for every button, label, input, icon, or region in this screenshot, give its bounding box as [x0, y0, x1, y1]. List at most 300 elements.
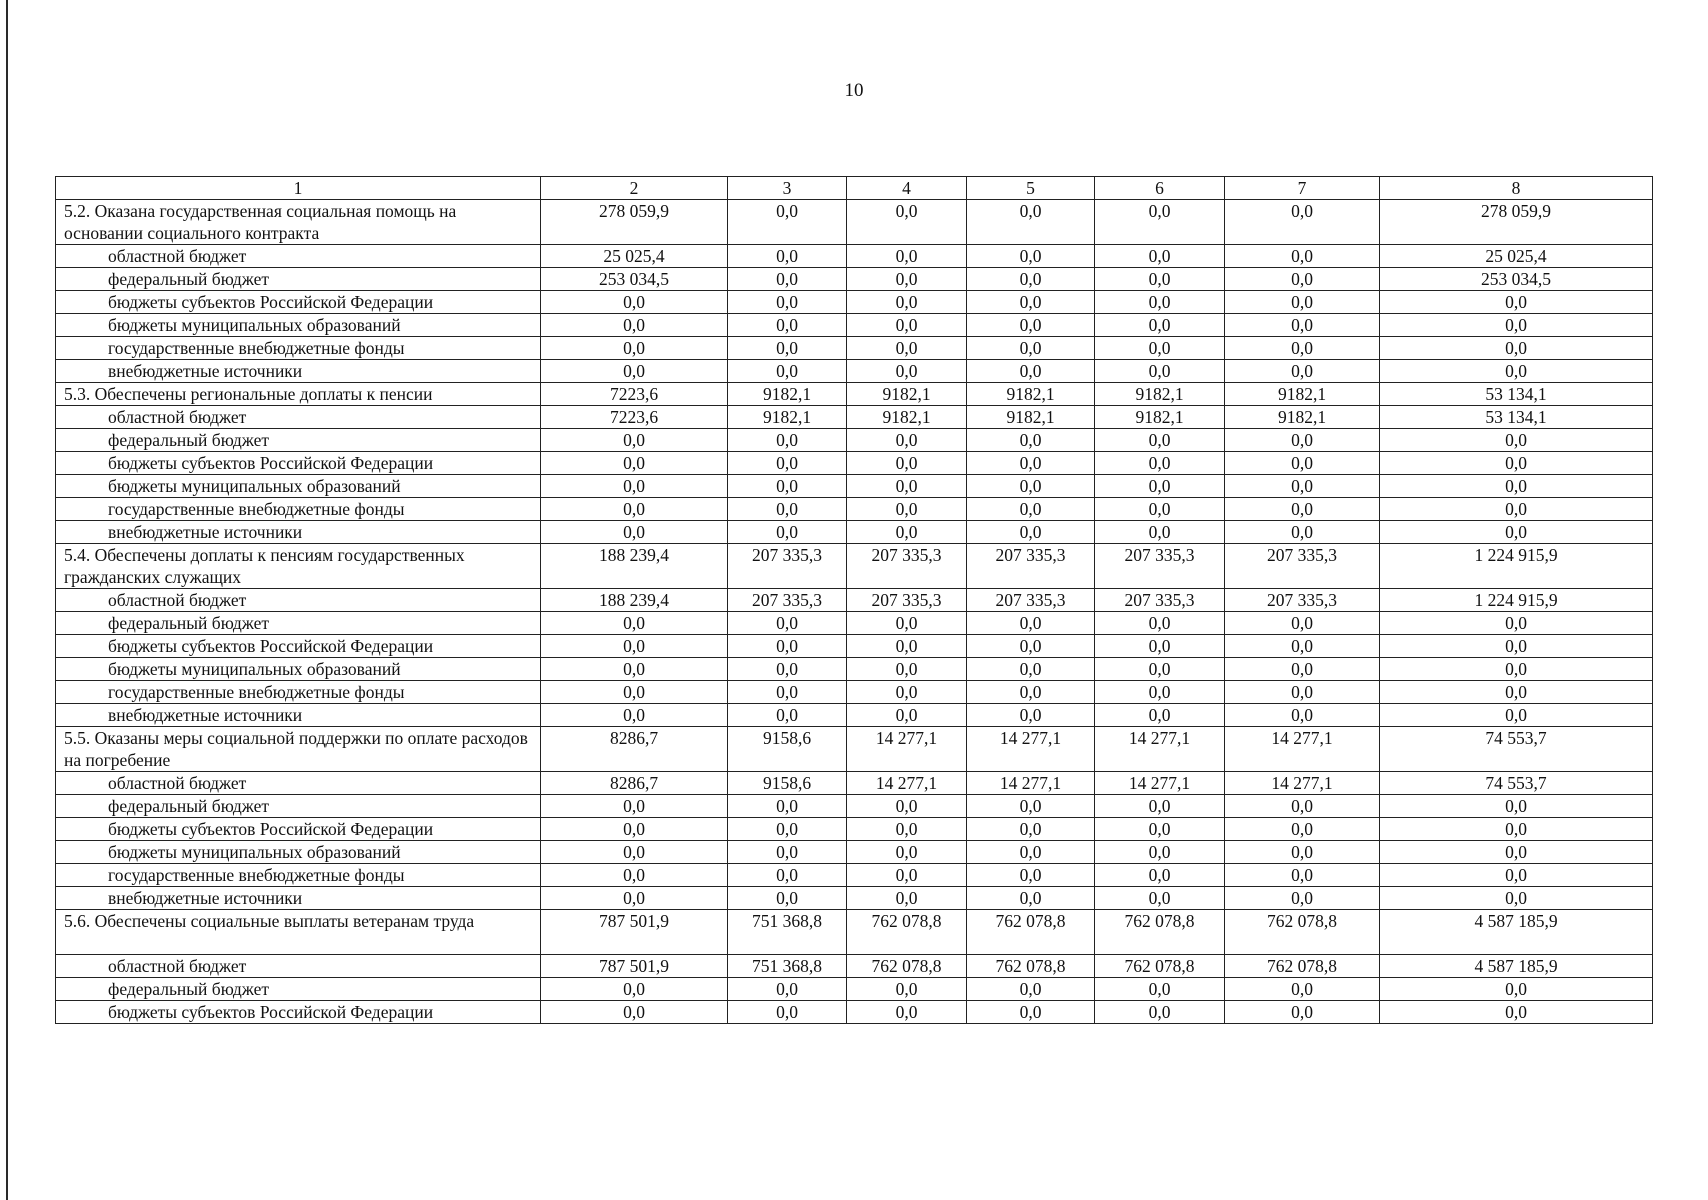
value-cell: 9182,1 [1225, 406, 1380, 429]
value-cell: 0,0 [1095, 1001, 1225, 1024]
value-cell: 25 025,4 [541, 245, 728, 268]
section-row [56, 727, 1653, 772]
value-cell: 0,0 [847, 360, 967, 383]
value-cell: 0,0 [847, 887, 967, 910]
value-cell: 0,0 [967, 978, 1095, 1001]
value-cell: 207 335,3 [847, 544, 967, 589]
value-cell: 762 078,8 [967, 955, 1095, 978]
value-cell: 0,0 [1225, 268, 1380, 291]
value-cell: 0,0 [728, 978, 847, 1001]
funding-source-label: государственные внебюджетные фонды [56, 498, 541, 521]
value-cell: 0,0 [847, 635, 967, 658]
value-cell: 0,0 [847, 704, 967, 727]
value-cell: 0,0 [1095, 291, 1225, 314]
value-cell: 0,0 [728, 795, 847, 818]
value-cell: 0,0 [1225, 864, 1380, 887]
value-cell: 0,0 [1095, 521, 1225, 544]
value-cell: 0,0 [1095, 337, 1225, 360]
funding-source-label: внебюджетные источники [56, 887, 541, 910]
value-cell: 0,0 [847, 314, 967, 337]
source-row [56, 1001, 1653, 1024]
value-cell: 0,0 [728, 498, 847, 521]
section-row [56, 910, 1653, 955]
value-cell: 0,0 [967, 245, 1095, 268]
value-cell: 0,0 [847, 475, 967, 498]
value-cell: 0,0 [847, 841, 967, 864]
value-cell: 0,0 [967, 612, 1095, 635]
source-row [56, 337, 1653, 360]
total-cell: 0,0 [1380, 864, 1653, 887]
funding-source-label: областной бюджет [56, 589, 541, 612]
value-cell: 0,0 [967, 337, 1095, 360]
total-cell: 0,0 [1380, 498, 1653, 521]
value-cell: 0,0 [541, 475, 728, 498]
value-cell: 9158,6 [728, 727, 847, 772]
value-cell: 0,0 [1095, 360, 1225, 383]
value-cell: 207 335,3 [1095, 589, 1225, 612]
value-cell: 9182,1 [967, 383, 1095, 406]
value-cell: 8286,7 [541, 727, 728, 772]
value-cell: 0,0 [1095, 795, 1225, 818]
value-cell: 0,0 [728, 200, 847, 245]
value-cell: 0,0 [541, 521, 728, 544]
value-cell: 207 335,3 [967, 589, 1095, 612]
value-cell: 0,0 [541, 887, 728, 910]
total-cell: 0,0 [1380, 887, 1653, 910]
source-row [56, 795, 1653, 818]
value-cell: 0,0 [1095, 245, 1225, 268]
value-cell: 278 059,9 [541, 200, 728, 245]
value-cell: 8286,7 [541, 772, 728, 795]
value-cell: 0,0 [967, 452, 1095, 475]
value-cell: 0,0 [1095, 452, 1225, 475]
value-cell: 0,0 [1095, 818, 1225, 841]
value-cell: 188 239,4 [541, 544, 728, 589]
value-cell: 253 034,5 [541, 268, 728, 291]
source-row [56, 521, 1653, 544]
source-row [56, 245, 1653, 268]
value-cell: 0,0 [1225, 841, 1380, 864]
funding-source-label: бюджеты муниципальных образований [56, 658, 541, 681]
value-cell: 0,0 [1095, 658, 1225, 681]
column-header: 1 [56, 177, 541, 200]
section-label: 5.3. Обеспечены региональные доплаты к пенсии [56, 383, 541, 406]
value-cell: 0,0 [728, 658, 847, 681]
value-cell: 0,0 [541, 452, 728, 475]
total-cell: 0,0 [1380, 475, 1653, 498]
value-cell: 0,0 [541, 818, 728, 841]
column-header: 5 [967, 177, 1095, 200]
value-cell: 0,0 [728, 452, 847, 475]
value-cell: 0,0 [847, 818, 967, 841]
scan-edge-line [6, 0, 8, 1200]
value-cell: 0,0 [728, 681, 847, 704]
total-cell: 0,0 [1380, 360, 1653, 383]
value-cell: 9182,1 [847, 383, 967, 406]
value-cell: 0,0 [541, 635, 728, 658]
value-cell: 0,0 [847, 268, 967, 291]
total-cell: 1 224 915,9 [1380, 589, 1653, 612]
source-row [56, 772, 1653, 795]
column-header: 8 [1380, 177, 1653, 200]
value-cell: 0,0 [541, 1001, 728, 1024]
value-cell: 0,0 [1225, 200, 1380, 245]
total-cell: 1 224 915,9 [1380, 544, 1653, 589]
value-cell: 0,0 [967, 200, 1095, 245]
source-row [56, 498, 1653, 521]
value-cell: 762 078,8 [1095, 955, 1225, 978]
value-cell: 0,0 [541, 704, 728, 727]
value-cell: 0,0 [1225, 291, 1380, 314]
value-cell: 0,0 [728, 612, 847, 635]
total-cell: 253 034,5 [1380, 268, 1653, 291]
value-cell: 0,0 [967, 681, 1095, 704]
total-cell: 0,0 [1380, 291, 1653, 314]
total-cell: 53 134,1 [1380, 406, 1653, 429]
value-cell: 7223,6 [541, 406, 728, 429]
source-row [56, 704, 1653, 727]
funding-source-label: федеральный бюджет [56, 268, 541, 291]
value-cell: 188 239,4 [541, 589, 728, 612]
total-cell: 74 553,7 [1380, 772, 1653, 795]
funding-source-label: областной бюджет [56, 245, 541, 268]
value-cell: 0,0 [1225, 681, 1380, 704]
value-cell: 0,0 [967, 360, 1095, 383]
value-cell: 0,0 [1095, 612, 1225, 635]
value-cell: 0,0 [1225, 360, 1380, 383]
value-cell: 0,0 [967, 429, 1095, 452]
value-cell: 0,0 [1095, 704, 1225, 727]
total-cell: 25 025,4 [1380, 245, 1653, 268]
value-cell: 9182,1 [728, 406, 847, 429]
value-cell: 9182,1 [1095, 406, 1225, 429]
value-cell: 0,0 [541, 658, 728, 681]
funding-source-label: федеральный бюджет [56, 429, 541, 452]
value-cell: 207 335,3 [728, 544, 847, 589]
value-cell: 0,0 [847, 612, 967, 635]
funding-source-label: федеральный бюджет [56, 612, 541, 635]
value-cell: 9158,6 [728, 772, 847, 795]
value-cell: 0,0 [967, 704, 1095, 727]
total-cell: 0,0 [1380, 1001, 1653, 1024]
value-cell: 0,0 [847, 291, 967, 314]
source-row [56, 291, 1653, 314]
value-cell: 762 078,8 [847, 955, 967, 978]
value-cell: 0,0 [967, 268, 1095, 291]
value-cell: 0,0 [1225, 1001, 1380, 1024]
value-cell: 0,0 [847, 452, 967, 475]
total-cell: 4 587 185,9 [1380, 910, 1653, 955]
value-cell: 0,0 [728, 268, 847, 291]
value-cell: 0,0 [728, 635, 847, 658]
total-cell: 0,0 [1380, 978, 1653, 1001]
value-cell: 0,0 [541, 360, 728, 383]
value-cell: 0,0 [1095, 864, 1225, 887]
total-cell: 0,0 [1380, 658, 1653, 681]
total-cell: 0,0 [1380, 795, 1653, 818]
value-cell: 0,0 [1095, 887, 1225, 910]
value-cell: 0,0 [728, 887, 847, 910]
value-cell: 0,0 [847, 498, 967, 521]
value-cell: 0,0 [1095, 681, 1225, 704]
total-cell: 278 059,9 [1380, 200, 1653, 245]
value-cell: 207 335,3 [1225, 589, 1380, 612]
value-cell: 762 078,8 [1225, 910, 1380, 955]
value-cell: 14 277,1 [1225, 727, 1380, 772]
value-cell: 207 335,3 [728, 589, 847, 612]
value-cell: 0,0 [1225, 452, 1380, 475]
total-cell: 0,0 [1380, 635, 1653, 658]
value-cell: 0,0 [1095, 978, 1225, 1001]
value-cell: 14 277,1 [1095, 772, 1225, 795]
value-cell: 0,0 [541, 612, 728, 635]
column-header: 4 [847, 177, 967, 200]
value-cell: 0,0 [1225, 314, 1380, 337]
section-row [56, 200, 1653, 245]
value-cell: 0,0 [1225, 612, 1380, 635]
total-cell: 74 553,7 [1380, 727, 1653, 772]
value-cell: 787 501,9 [541, 910, 728, 955]
source-row [56, 360, 1653, 383]
source-row [56, 452, 1653, 475]
value-cell: 207 335,3 [847, 589, 967, 612]
value-cell: 762 078,8 [967, 910, 1095, 955]
value-cell: 207 335,3 [967, 544, 1095, 589]
value-cell: 0,0 [1225, 795, 1380, 818]
section-label: 5.6. Обеспечены социальные выплаты ветеранам труда [56, 910, 541, 955]
value-cell: 0,0 [1095, 635, 1225, 658]
total-cell: 53 134,1 [1380, 383, 1653, 406]
value-cell: 14 277,1 [967, 727, 1095, 772]
value-cell: 0,0 [847, 521, 967, 544]
value-cell: 0,0 [728, 818, 847, 841]
value-cell: 0,0 [1225, 978, 1380, 1001]
funding-source-label: бюджеты муниципальных образований [56, 475, 541, 498]
section-row [56, 544, 1653, 589]
total-cell: 0,0 [1380, 521, 1653, 544]
value-cell: 0,0 [1095, 268, 1225, 291]
value-cell: 0,0 [1225, 521, 1380, 544]
source-row [56, 978, 1653, 1001]
value-cell: 0,0 [728, 360, 847, 383]
value-cell: 0,0 [967, 658, 1095, 681]
total-cell: 0,0 [1380, 429, 1653, 452]
value-cell: 0,0 [1095, 314, 1225, 337]
total-cell: 0,0 [1380, 337, 1653, 360]
value-cell: 0,0 [967, 795, 1095, 818]
total-cell: 4 587 185,9 [1380, 955, 1653, 978]
value-cell: 751 368,8 [728, 955, 847, 978]
value-cell: 0,0 [728, 337, 847, 360]
value-cell: 0,0 [541, 978, 728, 1001]
total-cell: 0,0 [1380, 612, 1653, 635]
value-cell: 0,0 [967, 521, 1095, 544]
funding-source-label: внебюджетные источники [56, 521, 541, 544]
source-row [56, 681, 1653, 704]
value-cell: 0,0 [1095, 475, 1225, 498]
value-cell: 0,0 [541, 337, 728, 360]
value-cell: 0,0 [728, 475, 847, 498]
value-cell: 0,0 [1095, 200, 1225, 245]
column-header: 2 [541, 177, 728, 200]
value-cell: 9182,1 [1225, 383, 1380, 406]
source-row [56, 314, 1653, 337]
value-cell: 0,0 [728, 291, 847, 314]
value-cell: 0,0 [847, 681, 967, 704]
budget-table [55, 176, 1653, 1024]
total-cell: 0,0 [1380, 681, 1653, 704]
value-cell: 14 277,1 [967, 772, 1095, 795]
value-cell: 0,0 [1225, 337, 1380, 360]
value-cell: 0,0 [967, 887, 1095, 910]
funding-source-label: областной бюджет [56, 406, 541, 429]
value-cell: 0,0 [541, 498, 728, 521]
value-cell: 0,0 [1095, 841, 1225, 864]
value-cell: 0,0 [728, 1001, 847, 1024]
value-cell: 9182,1 [1095, 383, 1225, 406]
value-cell: 14 277,1 [847, 772, 967, 795]
value-cell: 0,0 [728, 429, 847, 452]
total-cell: 0,0 [1380, 452, 1653, 475]
source-row [56, 406, 1653, 429]
funding-source-label: бюджеты субъектов Российской Федерации [56, 291, 541, 314]
value-cell: 0,0 [847, 429, 967, 452]
value-cell: 0,0 [967, 314, 1095, 337]
value-cell: 0,0 [847, 864, 967, 887]
source-row [56, 612, 1653, 635]
value-cell: 751 368,8 [728, 910, 847, 955]
value-cell: 0,0 [847, 1001, 967, 1024]
value-cell: 14 277,1 [1225, 772, 1380, 795]
funding-source-label: федеральный бюджет [56, 978, 541, 1001]
section-label: 5.2. Оказана государственная социальная помощь на основании социального контракта [56, 200, 541, 245]
value-cell: 9182,1 [967, 406, 1095, 429]
value-cell: 9182,1 [847, 406, 967, 429]
value-cell: 0,0 [1095, 498, 1225, 521]
funding-source-label: бюджеты субъектов Российской Федерации [56, 635, 541, 658]
source-row [56, 841, 1653, 864]
value-cell: 0,0 [541, 864, 728, 887]
value-cell: 0,0 [967, 1001, 1095, 1024]
value-cell: 0,0 [541, 681, 728, 704]
value-cell: 762 078,8 [1225, 955, 1380, 978]
value-cell: 0,0 [728, 314, 847, 337]
value-cell: 0,0 [1225, 498, 1380, 521]
source-row [56, 864, 1653, 887]
section-row [56, 383, 1653, 406]
page-number: 10 [844, 80, 864, 101]
column-header: 7 [1225, 177, 1380, 200]
source-row [56, 955, 1653, 978]
value-cell: 9182,1 [728, 383, 847, 406]
total-cell: 0,0 [1380, 841, 1653, 864]
funding-source-label: бюджеты муниципальных образований [56, 841, 541, 864]
value-cell: 0,0 [541, 841, 728, 864]
value-cell: 0,0 [541, 429, 728, 452]
value-cell: 0,0 [1225, 245, 1380, 268]
value-cell: 7223,6 [541, 383, 728, 406]
value-cell: 0,0 [541, 314, 728, 337]
total-cell: 0,0 [1380, 314, 1653, 337]
value-cell: 0,0 [1225, 475, 1380, 498]
value-cell: 762 078,8 [1095, 910, 1225, 955]
total-cell: 0,0 [1380, 704, 1653, 727]
total-cell: 0,0 [1380, 818, 1653, 841]
value-cell: 0,0 [1225, 704, 1380, 727]
value-cell: 0,0 [541, 795, 728, 818]
funding-source-label: областной бюджет [56, 955, 541, 978]
funding-source-label: бюджеты субъектов Российской Федерации [56, 818, 541, 841]
value-cell: 0,0 [967, 291, 1095, 314]
source-row [56, 589, 1653, 612]
value-cell: 0,0 [1095, 429, 1225, 452]
table-body [56, 177, 1653, 1024]
value-cell: 207 335,3 [1225, 544, 1380, 589]
value-cell: 14 277,1 [847, 727, 967, 772]
source-row [56, 429, 1653, 452]
value-cell: 0,0 [847, 245, 967, 268]
value-cell: 0,0 [1225, 635, 1380, 658]
column-header: 3 [728, 177, 847, 200]
funding-source-label: государственные внебюджетные фонды [56, 337, 541, 360]
value-cell: 0,0 [847, 978, 967, 1001]
value-cell: 0,0 [967, 841, 1095, 864]
value-cell: 0,0 [847, 658, 967, 681]
funding-source-label: внебюджетные источники [56, 704, 541, 727]
value-cell: 207 335,3 [1095, 544, 1225, 589]
value-cell: 0,0 [1225, 887, 1380, 910]
funding-source-label: бюджеты субъектов Российской Федерации [56, 1001, 541, 1024]
funding-source-label: внебюджетные источники [56, 360, 541, 383]
value-cell: 0,0 [847, 337, 967, 360]
section-label: 5.5. Оказаны меры социальной поддержки по оплате расходов на погребение [56, 727, 541, 772]
value-cell: 0,0 [967, 498, 1095, 521]
value-cell: 0,0 [967, 818, 1095, 841]
value-cell: 0,0 [728, 864, 847, 887]
funding-source-label: федеральный бюджет [56, 795, 541, 818]
source-row [56, 475, 1653, 498]
value-cell: 0,0 [728, 245, 847, 268]
source-row [56, 658, 1653, 681]
funding-source-label: государственные внебюджетные фонды [56, 864, 541, 887]
header-row [56, 177, 1653, 200]
value-cell: 0,0 [728, 521, 847, 544]
funding-source-label: государственные внебюджетные фонды [56, 681, 541, 704]
value-cell: 762 078,8 [847, 910, 967, 955]
source-row [56, 887, 1653, 910]
value-cell: 0,0 [967, 475, 1095, 498]
section-label: 5.4. Обеспечены доплаты к пенсиям государственных гражданских служащих [56, 544, 541, 589]
source-row [56, 268, 1653, 291]
source-row [56, 818, 1653, 841]
value-cell: 0,0 [1225, 818, 1380, 841]
value-cell: 787 501,9 [541, 955, 728, 978]
funding-source-label: бюджеты муниципальных образований [56, 314, 541, 337]
value-cell: 0,0 [728, 841, 847, 864]
funding-source-label: бюджеты субъектов Российской Федерации [56, 452, 541, 475]
value-cell: 0,0 [967, 864, 1095, 887]
funding-source-label: областной бюджет [56, 772, 541, 795]
value-cell: 0,0 [728, 704, 847, 727]
source-row [56, 635, 1653, 658]
value-cell: 0,0 [1225, 658, 1380, 681]
value-cell: 0,0 [541, 291, 728, 314]
value-cell: 0,0 [1225, 429, 1380, 452]
value-cell: 14 277,1 [1095, 727, 1225, 772]
column-header: 6 [1095, 177, 1225, 200]
value-cell: 0,0 [847, 200, 967, 245]
value-cell: 0,0 [847, 795, 967, 818]
